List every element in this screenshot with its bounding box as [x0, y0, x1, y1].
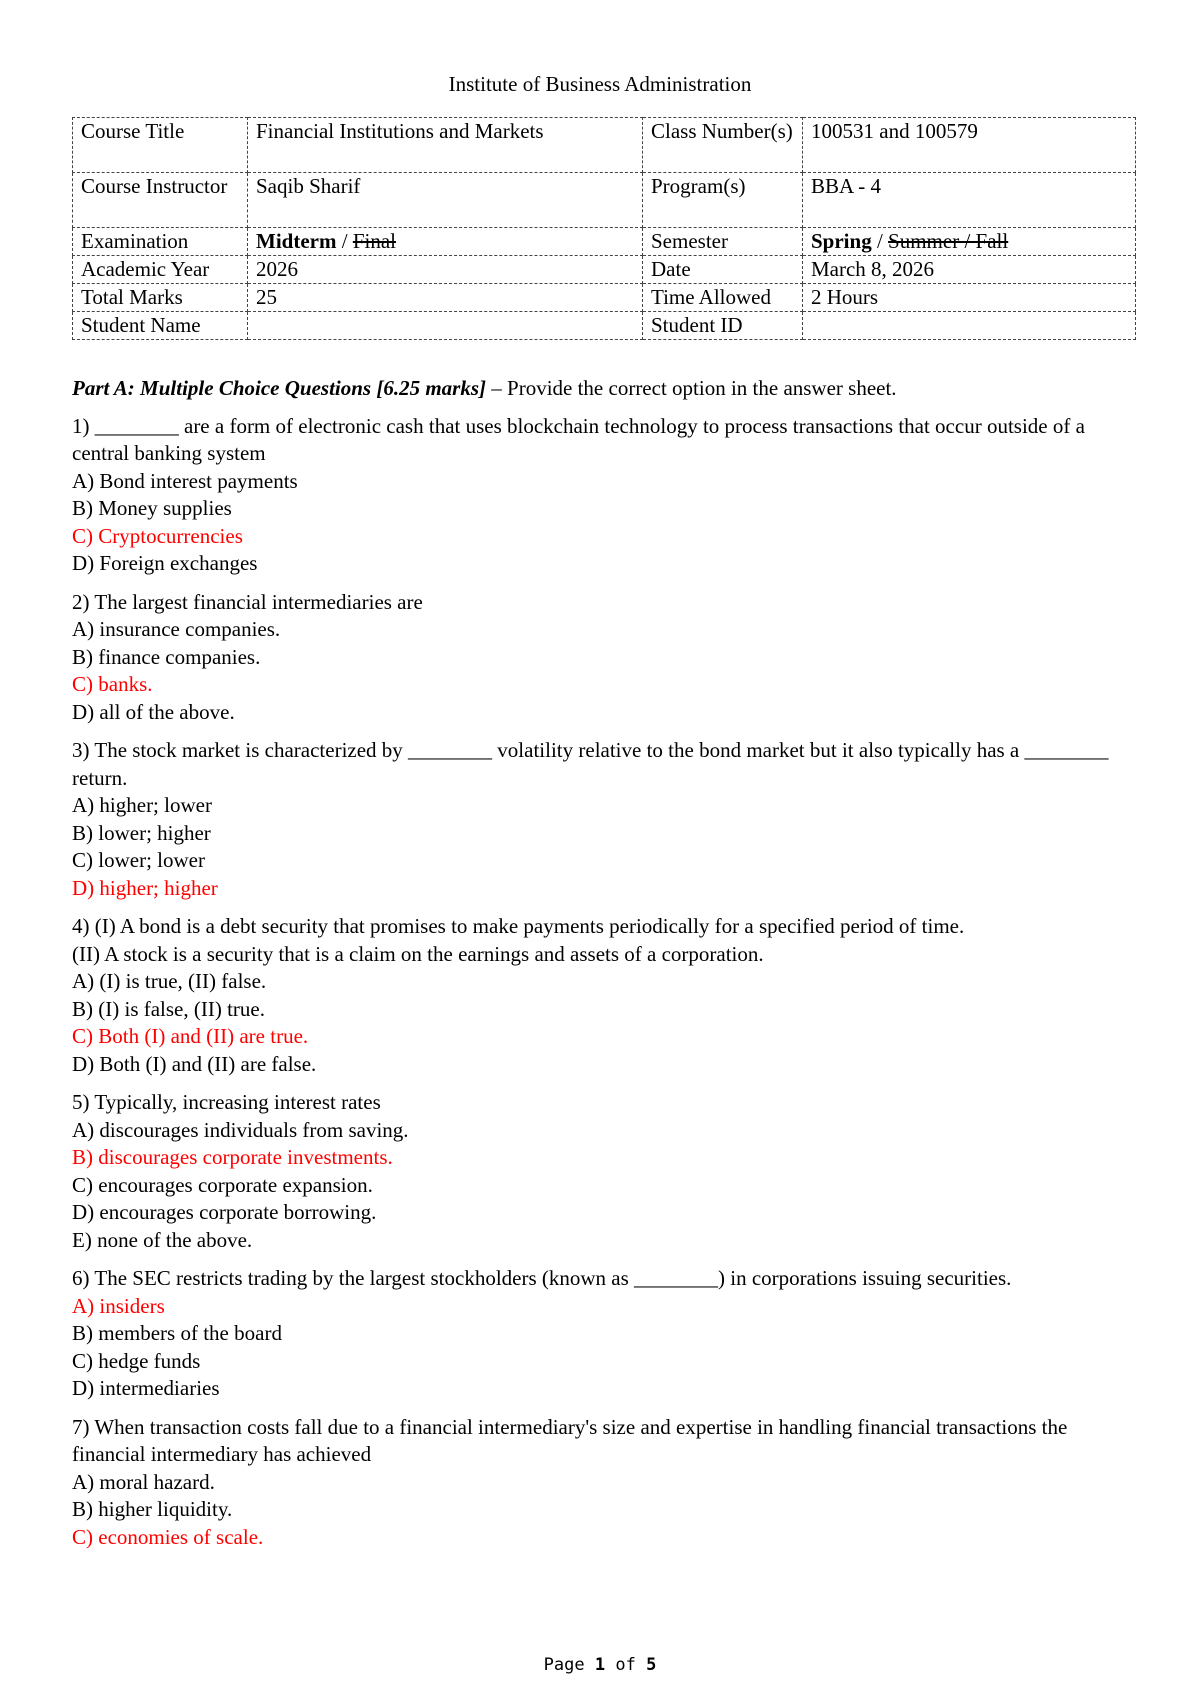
answer-option-correct: C) Cryptocurrencies: [72, 523, 243, 548]
total-marks-value: 25: [248, 284, 643, 312]
course-title-label: Course Title: [73, 118, 248, 173]
total-marks-label: Total Marks: [73, 284, 248, 312]
answer-option: C) lower; lower: [72, 848, 205, 872]
student-name-field[interactable]: [248, 312, 643, 340]
answer-option: A) Bond interest payments: [72, 468, 298, 493]
answer-option-correct: C) economies of scale.: [72, 1524, 264, 1549]
part-a-title: Part A: Multiple Choice Questions [6.25 marks]: [72, 376, 487, 400]
answer-option-correct: A) insiders: [72, 1293, 165, 1318]
footer-page-number: 1: [594, 1655, 606, 1675]
answer-option: A) insurance companies.: [72, 617, 281, 641]
answer-option-correct: D) higher; higher: [72, 875, 218, 900]
answer-option: E) none of the above.: [72, 1227, 253, 1252]
question-3: [72, 737, 1142, 902]
semester-struck: Summer / Fall: [888, 229, 1009, 253]
page-footer: [0, 1655, 1200, 1675]
answer-option: B) members of the board: [72, 1321, 282, 1345]
time-allowed-label: Time Allowed: [643, 284, 803, 312]
student-name-label: Student Name: [73, 312, 248, 340]
class-number-value: 100531 and 100579: [803, 118, 1136, 173]
answer-option: A) discourages individuals from saving.: [72, 1117, 409, 1142]
answer-option: D) Both (I) and (II) are false.: [72, 1051, 317, 1076]
question-5: [72, 1089, 1142, 1254]
answer-option-correct: B) discourages corporate investments.: [72, 1145, 393, 1169]
question-1: [72, 413, 1142, 578]
answer-option: A) (I) is true, (II) false.: [72, 969, 267, 993]
academic-year-value: 2026: [248, 256, 643, 284]
question-text: 2) The largest financial intermediaries are: [72, 589, 423, 614]
answer-option: B) Money supplies: [72, 496, 232, 520]
answer-option: D) Foreign exchanges: [72, 551, 258, 575]
exam-separator: /: [336, 229, 353, 253]
answer-option: A) moral hazard.: [72, 1469, 215, 1494]
academic-year-label: Academic Year: [73, 256, 248, 284]
answer-option-correct: C) Both (I) and (II) are true.: [72, 1024, 309, 1048]
question-list: [72, 413, 1142, 1552]
answer-option: A) higher; lower: [72, 793, 212, 817]
semester-separator: /: [871, 229, 889, 253]
answer-option: D) encourages corporate borrowing.: [72, 1200, 377, 1224]
instructor-label: Course Instructor: [73, 173, 248, 228]
student-id-field[interactable]: [803, 312, 1136, 340]
footer-total-pages: 5: [646, 1655, 657, 1675]
question-text-continued: (II) A stock is a security that is a claim on the earnings and assets of a corporation.: [72, 941, 764, 966]
question-text: 3) The stock market is characterized by ________ volatility relative to the bond market but it also typically has a ________ return.: [72, 738, 1109, 790]
semester-label: Semester: [643, 228, 803, 256]
examination-value: [248, 228, 643, 256]
student-id-label: Student ID: [643, 312, 803, 340]
answer-option: B) (I) is false, (II) true.: [72, 996, 265, 1021]
institute-title: Institute of Business Administration: [448, 72, 752, 96]
answer-option: C) hedge funds: [72, 1348, 201, 1373]
question-7: [72, 1414, 1142, 1552]
question-4: [72, 913, 1142, 1078]
examination-label: Examination: [73, 228, 248, 256]
time-allowed-value: 2 Hours: [803, 284, 1136, 312]
semester-value: [803, 228, 1136, 256]
date-value: March 8, 2026: [803, 256, 1136, 284]
answer-option: B) higher liquidity.: [72, 1497, 233, 1521]
question-text: 1) ________ are a form of electronic cash that uses blockchain technology to process transactions that occur outside of a central banking system: [72, 413, 1085, 465]
answer-option: D) all of the above.: [72, 699, 235, 724]
answer-option-correct: C) banks.: [72, 672, 153, 696]
exam-struck: Final: [352, 229, 396, 253]
footer-of-word: of: [615, 1655, 636, 1675]
part-a-instruction: – Provide the correct option in the answer sheet.: [486, 376, 897, 400]
program-label: Program(s): [643, 173, 803, 228]
class-number-label: Class Number(s): [643, 118, 803, 173]
question-text: 4) (I) A bond is a debt security that promises to make payments periodically for a specified period of time.: [72, 914, 965, 938]
date-label: Date: [643, 256, 803, 284]
semester-selected: Spring: [811, 229, 872, 253]
exam-content: [72, 375, 1142, 1562]
question-2: [72, 589, 1142, 727]
question-text: 5) Typically, increasing interest rates: [72, 1090, 381, 1114]
answer-option: C) encourages corporate expansion.: [72, 1172, 373, 1197]
program-value: BBA - 4: [803, 173, 1136, 228]
question-6: [72, 1265, 1142, 1403]
answer-option: B) lower; higher: [72, 820, 211, 845]
answer-option: D) intermediaries: [72, 1376, 220, 1400]
exam-selected: Midterm: [256, 229, 337, 253]
answer-option: B) finance companies.: [72, 644, 261, 669]
instructor-value: Saqib Sharif: [248, 173, 643, 228]
question-text: 6) The SEC restricts trading by the largest stockholders (known as ________) in corporations issuing securities.: [72, 1266, 1012, 1290]
part-a-header: [72, 375, 1142, 403]
question-text: 7) When transaction costs fall due to a financial intermediary's size and expertise in handling financial transactions the financial intermediary has achieved: [72, 1414, 1068, 1466]
course-title-value: Financial Institutions and Markets: [248, 118, 643, 173]
footer-page-word: Page: [543, 1655, 585, 1675]
course-info-table: [72, 117, 1136, 340]
